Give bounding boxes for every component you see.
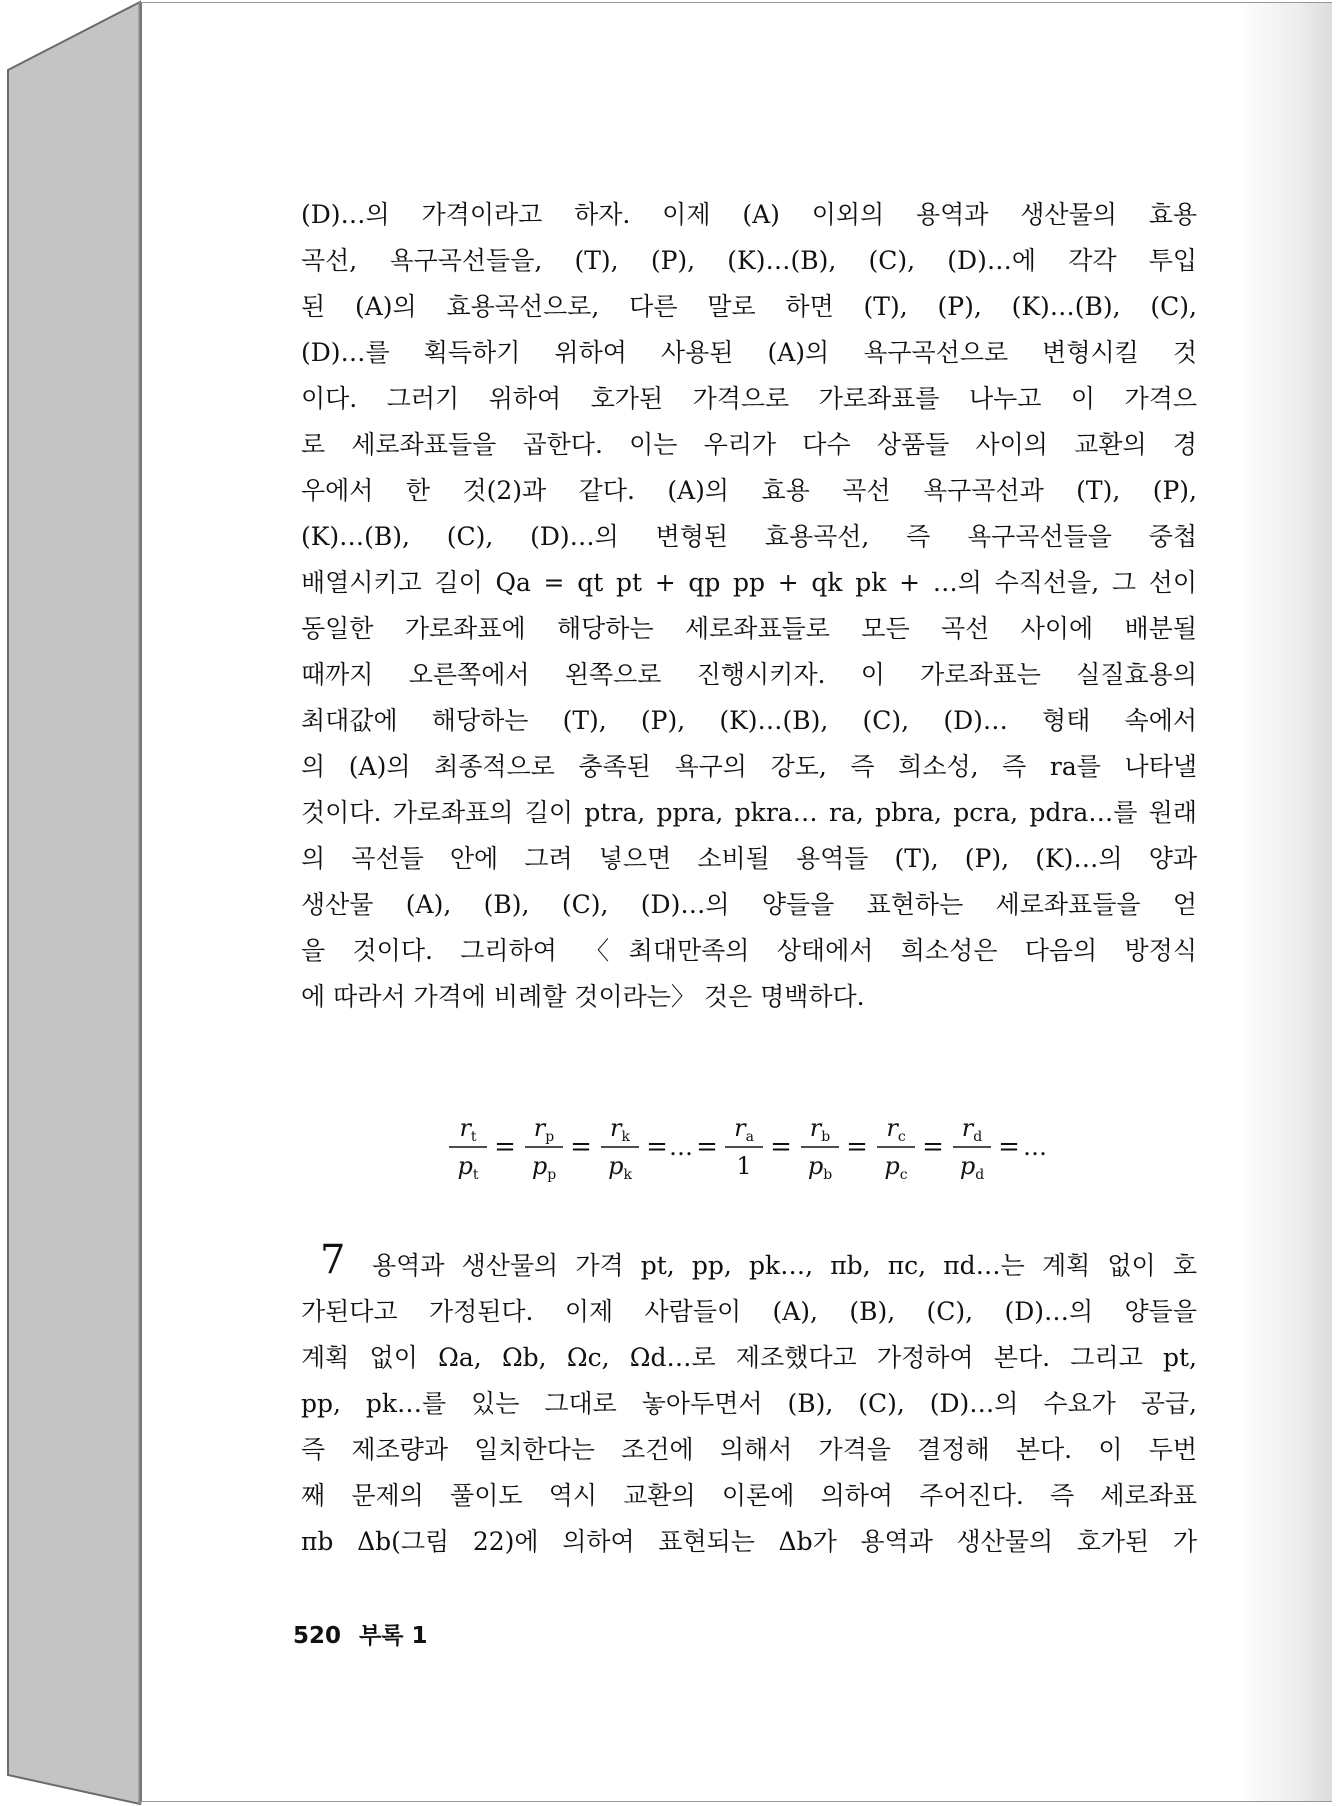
text-line: 로 세로좌표들을 곱한다. 이는 우리가 다수 상품들 사이의 교환의 경	[301, 430, 1197, 459]
text-line: (D)…를 획득하기 위하여 사용된 (A)의 욕구곡선으로 변형시킬 것	[301, 338, 1197, 367]
equals-sign: =	[570, 1132, 592, 1162]
equals-sign: =	[494, 1132, 516, 1162]
equals-sign: =	[696, 1132, 718, 1162]
equals-sign: =	[646, 1132, 668, 1162]
text-line: 최대값에 해당하는 (T), (P), (K)…(B), (C), (D)… 형태 속에서	[301, 706, 1197, 735]
text-line: 된 (A)의 효용곡선으로, 다른 말로 하면 (T), (P), (K)…(B), (C),	[301, 292, 1197, 321]
equation-numerator: $r_t$	[459, 1114, 477, 1145]
running-section-title: 부록 1	[359, 1623, 428, 1649]
text-line: 생산물 (A), (B), (C), (D)…의 양들을 표현하는 세로좌표들을 얻	[301, 890, 1197, 919]
paragraph-1	[301, 195, 1197, 1011]
equals-sign: =	[998, 1132, 1020, 1162]
scarcity-price-equation	[435, 1108, 1047, 1188]
equals-sign: =	[922, 1132, 944, 1162]
text-line: 이다. 그러기 위하여 호가된 가격으로 가로좌표를 나누고 이 가격으	[301, 384, 1197, 413]
page-footer	[293, 1617, 427, 1650]
equation-numerator: $r_d$	[961, 1114, 983, 1145]
ellipsis: …	[669, 1133, 693, 1161]
text-line: 계획 없이 Ωa, Ωb, Ωc, Ωd…로 제조했다고 가정하여 본다. 그리고 pt,	[301, 1343, 1197, 1372]
text-line: 의 곡선들 안에 그려 넣으면 소비될 용역들 (T), (P), (K)…의 양과	[301, 844, 1197, 873]
equation-numerator: $r_a$	[734, 1114, 754, 1145]
text-line: pp, pk…를 있는 그대로 놓아두면서 (B), (C), (D)…의 수요가 공급,	[301, 1389, 1197, 1418]
text-line: 째 문제의 풀이도 역시 교환의 이론에 의하여 주어진다. 즉 세로좌표	[301, 1481, 1197, 1510]
page-number: 520	[293, 1623, 342, 1649]
equation-denominator: $p_p$	[531, 1152, 557, 1183]
text-line: (D)…의 가격이라고 하자. 이제 (A) 이외의 용역과 생산물의 효용	[301, 200, 1197, 229]
text-line: πb Δb(그림 22)에 의하여 표현되는 Δb가 용역과 생산물의 호가된 가	[301, 1527, 1197, 1556]
equals-sign: =	[846, 1132, 868, 1162]
text-line: 동일한 가로좌표에 해당하는 세로좌표들로 모든 곡선 사이에 배분될	[301, 614, 1197, 643]
text-line: 때까지 오른쪽에서 왼쪽으로 진행시키자. 이 가로좌표는 실질효용의	[301, 660, 1197, 689]
section-7-paragraph	[301, 1292, 1197, 1592]
equation-denominator: $p_d$	[959, 1152, 985, 1183]
section-7-first-line	[372, 1246, 1197, 1286]
equation-numerator: $r_b$	[809, 1114, 831, 1145]
equation-denominator: $p_t$	[457, 1152, 479, 1183]
text-line: 우에서 한 것(2)과 같다. (A)의 효용 곡선 욕구곡선과 (T), (P),	[301, 476, 1197, 505]
text-line: 즉 제조량과 일치한다는 조건에 의해서 가격을 결정해 본다. 이 두번	[301, 1435, 1197, 1464]
text-line: 에 따라서 가격에 비례할 것이라는〉 것은 명백하다.	[301, 982, 865, 1011]
equation-denominator: $p_k$	[608, 1152, 632, 1183]
text-line: 것이다. 가로좌표의 길이 ptra, ppra, pkra… ra, pbra, pcra, pdra…를 원래	[301, 798, 1197, 827]
text-line: 을 것이다. 그리하여 〈최대만족의 상태에서 희소성은 다음의 방정식	[301, 936, 1197, 965]
equation-denominator: $p_b$	[807, 1152, 833, 1183]
equation-denominator: 1	[736, 1152, 752, 1180]
equation-numerator: $r_p$	[533, 1114, 555, 1145]
text-line: 곡선, 욕구곡선들을, (T), (P), (K)…(B), (C), (D)…에 각각 투입	[301, 246, 1197, 275]
text-line: 의 (A)의 최종적으로 충족된 욕구의 강도, 즉 희소성, 즉 ra를 나타낼	[301, 752, 1197, 781]
ellipsis: …	[1023, 1133, 1047, 1161]
equals-sign: =	[770, 1132, 792, 1162]
text-line: 용역과 생산물의 가격 pt, pp, pk…, πb, πc, πd…는 계획 없이 호	[372, 1251, 1197, 1280]
text-line: 배열시키고 길이 Qa = qt pt + qp pp + qk pk + …의 수직선을, 그 선이	[301, 568, 1197, 597]
text-line: 가된다고 가정된다. 이제 사람들이 (A), (B), (C), (D)…의 양들을	[301, 1297, 1197, 1326]
equation-denominator: $p_c$	[884, 1152, 908, 1183]
equation-numerator: $r_k$	[610, 1114, 630, 1145]
equation-numerator: $r_c$	[886, 1114, 906, 1145]
text-line: (K)…(B), (C), (D)…의 변형된 효용곡선, 즉 욕구곡선들을 중첩	[301, 522, 1197, 551]
section-number: 7	[320, 1237, 346, 1283]
book-spine	[8, 2, 140, 1804]
